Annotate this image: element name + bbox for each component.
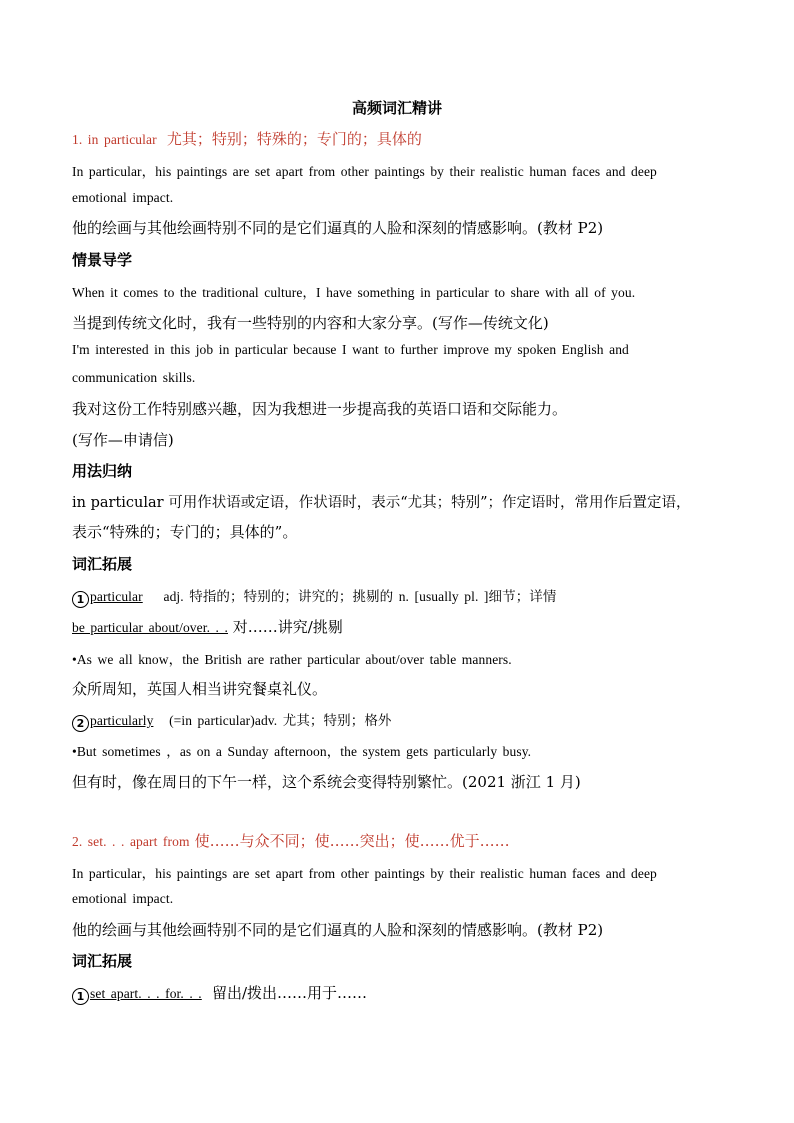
item-2-heading-cn: 使……与众不同；使……突出；使……优于…… [194,832,510,850]
item-2-ext-1-entry [72,982,367,1005]
item-1-heading-cn: 尤其；特别；特殊的；专门的；具体的 [166,130,422,148]
usage-line-1: in particular 可用作状语或定语，作状语时，表示“尤其；特别”；作定语时，常用作后置定语， [72,495,691,511]
item-1-example-cn: 他的绘画与其他绘画特别不同的是它们逼真的人脸和深刻的情感影响。(教材 P2) [72,219,604,237]
item-2-heading [72,830,510,851]
ext-1-word: particular [90,589,143,604]
item-2-example-en-2: emotional impact. [72,891,174,906]
ext-2-example-en: •But sometimes ，as on a Sunday afternoon，the system gets particularly busy. [72,744,532,759]
ext-1-def: adj. 特指的；特别的；讲究的；挑剔的 n. [usually pl. ]细节；详情 [158,589,557,604]
number-circle-icon: 1 [72,591,89,608]
item-2-example-cn: 他的绘画与其他绘画特别不同的是它们逼真的人脸和深刻的情感影响。(教材 P2) [72,921,604,939]
scene-label: 情景导学 [72,251,133,269]
ext-1-example-en: •As we all know，the British are rather particular about/over table manners. [72,652,512,667]
scene-en-2b: communication skills. [72,370,196,385]
number-circle-icon: 1 [72,988,89,1005]
usage-label: 用法归纳 [72,462,133,480]
item-2-heading-en: 2. set. . . apart from [72,834,190,849]
item-1-heading [72,128,422,149]
ext-2-example-cn: 但有时，像在周日的下午一样，这个系统会变得特别繁忙。(2021 浙江 1 月) [72,773,581,791]
ext-1-example-cn: 众所周知，英国人相当讲究餐桌礼仪。 [72,680,328,698]
scene-cn-1: 当提到传统文化时，我有一些特别的内容和大家分享。(写作—传统文化) [72,314,549,332]
item-1-example-en-2: emotional impact. [72,190,174,205]
item-2-ext-1-word: set apart. . . for. . . [90,986,202,1001]
scene-en-1: When it comes to the traditional culture，I have something in particular to share with all of you. [72,285,636,300]
ext-1-phrase-row [72,616,343,637]
item-1-example-en-1: In particular，his paintings are set apart from other paintings by their realistic human faces and deep [72,164,657,179]
ext-label-1: 词汇拓展 [72,555,133,573]
ext-2-def: (=in particular)adv. 尤其；特别；格外 [163,713,392,728]
number-circle-icon: 2 [72,715,89,732]
item-2-example-en-1: In particular，his paintings are set apart from other paintings by their realistic human faces and deep [72,866,657,881]
ext-1-phrase: be particular about/over. . . [72,620,228,635]
scene-cn-2: 我对这份工作特别感兴趣，因为我想进一步提高我的英语口语和交际能力。 [72,400,568,418]
usage-line-2: 表示“特殊的；专门的；具体的”。 [72,523,298,541]
item-2-ext-1-def: 留出/拨出……用于…… [211,984,368,1002]
ext-1-entry [72,585,557,608]
ext-1-phrase-def: 对……讲究/挑剔 [227,618,343,636]
ext-2-entry [72,709,392,732]
page-title: 高频词汇精讲 [351,99,442,117]
ext-label-2: 词汇拓展 [72,952,133,970]
scene-en-2a: I'm interested in this job in particular because I want to further improve my spoken English and [72,342,629,357]
item-1-heading-en: 1. in particular [72,132,157,147]
ext-2-word: particularly [90,713,154,728]
scene-cn-2-source: (写作—申请信) [72,431,174,449]
